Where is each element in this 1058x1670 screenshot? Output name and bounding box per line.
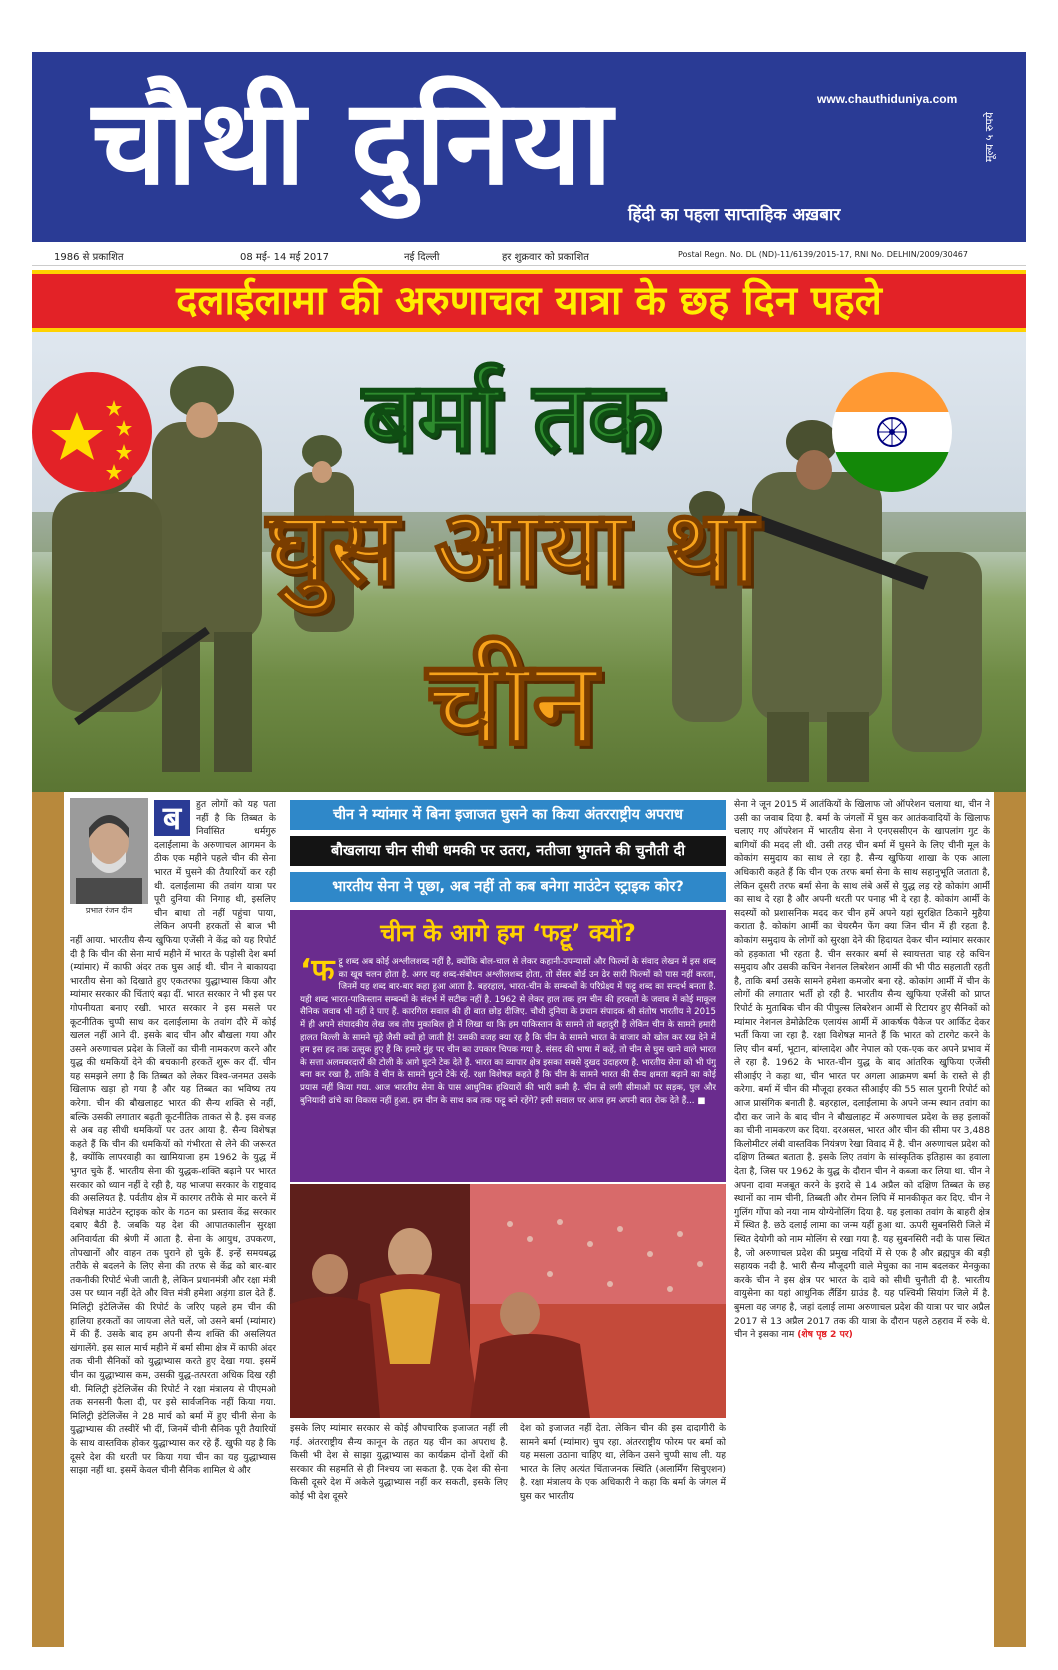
article-column-1: [70, 798, 276, 1644]
article-text-col4: सेना ने जून 2015 में आतंकियों के खिलाफ जो ऑपरेशन चलाया था, चीन ने उसी का जवाब दिया है. बर्मा के जंगलों में घुस कर आतंकवादियों के खिलाफ चलाए गए ऑपरेशन में भारतीय सेना ने एनएससीएन के खापलांग गुट के बागियों की मदद ली थी. उसी तरह चीन बर्मा में घुसने के लिए चीनी मूल के कोकांग समुदाय का साथ ले रहा है. सैन्य खुफिया शाखा के एक आला अधिकारी कहते हैं कि चीन एक तरफ बर्मा सेना के साथ सहानुभूति जताता है, लेकिन दूसरी तरफ बर्मा सेना के साथ लंबे अर्से से युद्ध लड़ रहे कोकांग आर्मी का साथ दे रहा है और अपनी धरती पर पनाह भी दे रहा है. कोकांग आर्मी के सदस्यों को प्रशासनिक मदद कर चीन हमें अपने यहां सुरक्षित ठिकाने मुहैया कराता है. कोकांग आर्मी का चेयरमैन फेंग क्या जिन चीन में ही रहता है. कोकांग समुदाय के लोगों को सुरक्षा देने की हिदायत देकर चीन म्यांमार सरकार को हड़काता भी रहता है. चीन सरकार बर्मा से स्वायत्तता चाह रहे कचिन समुदाय और उसकी कचिन नेशनल लिबरेशन आर्मी की भी पीठ सहलाती रहती है, ताकि बर्मा उसके सामने हमेशा कमजोर बना रहे. कोकांग आर्मी में चीन के लोगों की लगातार भर्ती हो रही है. भारतीय सैन्य खुफिया एजेंसी को प्राप्त रिपोर्ट के मुताबिक चीन की पीपुल्स लिबरेशन आर्मी से रिटायर हुए सैनिकों को म्यांमार नेशनल डेमोक्रेटिक एलायंस आर्मी में आकर्षक पैकेज पर आर्किट देकर भर्ती किया जा रहा है. रक्षा विशेषज्ञ मानते हैं कि भारत को टारगेट करने के लिए चीन बर्मा, भूटान, बांग्लादेश और नेपाल को एक-एक कर अपने प्रभाव में ले रहा है. 1962 के भारत-चीन युद्ध के बाद आंतरिक खुफिया एजेंसी सीआईए ने कहा था, चीन भारत पर अगला आक्रमण बर्मा के रास्ते से ही करेगा. बर्मा में चीन की मौजूदा हरकत सीआईए की 55 साल पुरानी रिपोर्ट को आज प्रासंगिक बनाती है. बहरहाल, दलाईलामा के अपने जन्म स्थान तवांग का दौरा कर जाने के बाद चीन ने बौखलाहट में अरुणाचल प्रदेश के छह इलाकों का चीनी नामकरण कर दिया. दरअसल, भारत और चीन की सीमा पर 3,488 किलोमीटर लंबी वास्तविक नियंत्रण रेखा विवाद में है. चीन अरुणाचल प्रदेश को दक्षिण तिब्बत बताता है. इसके लिए तवांग के सांस्कृतिक इतिहास का हवाला देता है, जिस पर 1962 के युद्ध के दौरान चीन ने कब्जा कर लिया था. चीन ने अपना दावा मजबूत करने के इरादे से 14 अप्रैल को दक्षिण तिब्बत के छह स्थानों का नाम चीनी, तिब्बती और रोमन लिपि में मानकीकृत कर दिए. चीन ने गुलिंग गोंपा को नया नाम योग्येनोलिंग दिया है. यह इलाका तवांग के बाहरी क्षेत्र में स्थित है. छठे दलाई लामा का जन्म यहीं हुआ था. ऊपरी सुबनसिरी जिले में स्थित देयोगी को नाम मोलिंग से रखा गया है. यह सुबनसिरी नदी के पास स्थित है, जो अरुणाचल प्रदेश की प्रमुख नदियों में से एक है और ब्रह्मपुत्र की बड़ी सहायक नदी है. भारी सैन्य मौजूदगी वाले मेचुका का नाम बदलकर मेनकुका करके चीन ने इस क्षेत्र पर भारत के दावे को सीधी चुनौती दी है. भारतीय वायुसेना का यहां आधुनिक लैंडिंग ग्राउंड है. यह पश्चिमी सियांग जिले में है. बुमला वह जगह है, जहां दलाई लामा अरुणाचल प्रदेश की यात्रा पर चार अप्रैल 2017 से 13 अप्रैल 2017 तक की यात्रा के दौरान पहले ठहराव में रुके थे. चीन ने इसका नाम: [734, 799, 990, 1341]
headline-line-3: चीन: [426, 633, 598, 771]
masthead: [32, 52, 1026, 242]
kicker-banner: दलाईलामा की अरुणाचल यात्रा के छह दिन पहले: [32, 270, 1026, 332]
sidebar-title: चीन के आगे हम ‘फट्टू’ क्यों?: [380, 919, 636, 947]
headline-line-2: घुस आया था: [266, 486, 758, 608]
since-label: 1986 से प्रकाशित: [54, 252, 124, 263]
city-label: नई दिल्ली: [404, 252, 440, 263]
price-label: मूल्य ५ रुपये: [983, 112, 996, 162]
dalai-lama-photo: [290, 1184, 726, 1418]
article-column-2: इसके लिए म्यांमार सरकार से कोई औपचारिक इजाजत नहीं ली गई. अंतरराष्ट्रीय सैन्य कानून के तहत यह चीन का अपराध है. किसी भी देश से साझा युद्धाभ्यास का कार्यक्रम दोनों देशों की सरकार की सहमति से ही निश्चय जा सकता है. एक देश की सेना किसी दूसरे देश में अकेले युद्धाभ्यास नहीं कर सकती, इसके लिए कोई भी देश दूसरे: [290, 1423, 508, 1502]
china-flag-icon: [32, 372, 152, 492]
article-frame: [32, 792, 1026, 1647]
author-caption: प्रभात रंजन दीन: [70, 904, 148, 918]
article-column-3: देश को इजाजत नहीं देता. लेकिन चीन की इस दादागीरी के सामने बर्मा (म्यांमार) चुप रहा. अंतरराष्ट्रीय फोरम पर बर्मा को यह मसला उठाना चाहिए था, लेकिन उसने चुप्पी साध ली. यह भारत के लिए अत्यंत चिंताजनक स्थिति (अलार्मिंग सिचुएशन) है. रक्षा मंत्रालय के एक अधिकारी ने कहा कि बर्मा के जंगल में घुस कर भारतीय: [520, 1423, 726, 1502]
strap-headline-3: भारतीय सेना ने पूछा, अब नहीं तो कब बनेगा माउंटेन स्ट्राइक कोर?: [290, 872, 726, 902]
author-photo: [70, 798, 148, 918]
sidebar-box: [290, 910, 726, 1182]
hero-image: [32, 332, 1026, 792]
tagline: हिंदी का पहला साप्ताहिक अख़बार: [628, 205, 841, 225]
headline-line-1: बर्मा तक: [362, 361, 662, 473]
issue-dates: 08 मई- 14 मई 2017: [240, 252, 330, 263]
india-flag-icon: [832, 372, 952, 492]
sidebar-body: [300, 956, 716, 1176]
article-body: [64, 792, 994, 1647]
article-column-4: [734, 798, 990, 1644]
article-dropcap: ब: [154, 800, 190, 836]
info-strip: [32, 247, 1026, 266]
frequency-label: हर शुक्रवार को प्रकाशित: [502, 252, 589, 263]
continued-link[interactable]: (शेष पृष्ठ 2 पर): [797, 1329, 853, 1341]
sidebar-text: ट्टू शब्द अब कोई अश्लीलशब्द नहीं है, क्योंकि बोल-चाल से लेकर कहानी-उपन्यासों और फिल्मों के संवाद लेखन में इस शब्द का खूब चलन होता है. अगर यह शब्द-संबोधन अश्लीलशब्द होता, तो सेंसर बोर्ड उन ढेर सारी फिल्मों को पास नहीं करता, जिनमें यह शब्द बार-बार कहा हुआ आता है. बहरहाल, भारत-चीन के सम्बन्धों के परिप्रेक्ष्य में फट्टू शब्द का सन्दर्भ बनता है. यही शब्द भारत-पाकिस्तान सम्बन्धों के संदर्भ में सटीक नहीं है. 1962 से लेकर हाल तक हम चीन की हरकतों के जवाब में कोई माकूल सैनिक जवाब भी नहीं दे पाए हैं. कारगिल सवाल की ही बात छोड़ दीजिए. चौथी दुनिया के प्रधान संपादक श्री संतोष भारतीय ने 2015 में ही अपने संपादकीय लेख जब तोप मुकाबिल हो में लिखा था कि हम पाकिस्तान के सामने तो बहादुरी हैं लेकिन चीन के सामने हमारी हालत बिल्ली के सामने चूहे जैसी क्यों हो जाती है! उसकी वजह क्या रह है कि चीन के सामने भारत के बाजार को खोल कर रख देने में हम इस हद तक उत्सुक हुए हैं कि हमारे मुंह पर चीन का उपकार चिपक गया है. संसद की भाषा में कहें, तो चीन से घुस खाने वाले भारत के सत्ता अलमबरदारों की टोली के आगे घुटने टेक देते हैं. भारत का व्यापार क्षेत्र इसका सबसे दुखद उदाहरण है. भारतीय सेना को भी पंगु बना कर रखा है, ताकि वे चीन के सामने घुटने टेके रहें. रक्षा विशेषज्ञ कहते हैं कि चीन के सामने भारत की सैन्य क्षमता बढ़ाने का कोई प्रयास नहीं किया गया. आज भारतीय सेना के पास आधुनिक हथियारों की भारी कमी है. चीन से लगी सीमाओं पर सड़क, पुल और बुनियादी ढांचे का विकास नहीं हुआ. हम चीन के साथ कब तक फट्टू बने रहेंगे? इसी सवाल पर आज हम अपनी बात रोक देते हैं... ■: [300, 957, 716, 1106]
strap-headline-2: बौखलाया चीन सीधी धमकी पर उतरा, नतीजा भुगतने की चुनौती दी: [290, 836, 726, 866]
website-url: www.chauthiduniya.com: [817, 92, 958, 106]
newspaper-logo: चौथी दुनिया: [92, 73, 615, 211]
strap-headline-1: चीन ने म्यांमार में बिना इजाजत घुसने का किया अंतरराष्ट्रीय अपराध: [290, 800, 726, 830]
sidebar-dropcap: ‘फ: [300, 956, 335, 988]
article-text-col1: हुत लोगों को यह पता नहीं है कि तिब्बत के निर्वासित धर्मगुरु दलाईलामा के अरुणाचल आगमन के ठीक एक महीने पहले चीन की सेना भारत में घुसने की तैयारियों कर रही थी. दलाईलामा की तवांग यात्रा पर पूरी दुनिया की निगाह थी, इसलिए चीन बाधा तो नहीं पहुंचा पाया, लेकिन अपनी हरकतों से बाज भी नहीं आया. भारतीय सैन्य खुफिया एजेंसी ने केंद्र को यह रिपोर्ट दी है कि चीन की सेना मार्च महीने में भारत के पड़ोसी देश बर्मा (म्यांमार) में काफी अंदर तक घुस आई थी. चीन ने बाकायदा भारतीय सेना को दिखाते हुए एकतरफा युद्धाभ्यास किया और म्यांमार सरकार की चिंताएं बढ़ा दीं. भारत सरकार ने भी इस पर गोपनीयता बनाए रखी. भारत सरकार ने इस मसले पर कूटनीतिक चुप्पी साध कर दलाईलामा के तवांग दौरे में कोई खलल नहीं आने दी. इसके बाद चीन और बौखला गया और उसने अरुणाचल प्रदेश के जिलों का चीनी नामकरण करने और युद्ध की धमकियों देने की बचकानी हरकतें शुरू कर दीं. चीन यह समझने लगा है कि तिब्बत को लेकर विश्व-जनमत उसके खिलाफ खड़ा हो गया है और यह तिब्बत का भविष्य तय करेगा. चीन की बौखलाहट भारत की सैन्य शक्ति से नहीं, बल्कि उसकी लगातार बढ़ती कूटनीतिक ताकत से है. इस वजह से अब वह सीधी धमकियों पर उतर आया है. सैन्य विशेषज्ञ कहते हैं कि चीन की धमकियों को गंभीरता से लेने की जरूरत है, क्योंकि लापरवाही का खामियाजा हम 1962 के युद्ध में भुगत चुके हैं. भारतीय सेना की युद्धक-शक्ति बढ़ाने पर भारत सरकार को ध्यान नहीं दे रही है, यह भाजपा सरकार के राष्ट्रवाद की असलियत है. पर्वतीय क्षेत्र में कारगर तरीके से मार करने में विशेषज्ञ माउंटेन स्ट्राइक कोर के गठन का प्रस्ताव केंद्र सरकार दबाए बैठी है. जबकि यह देश की आपातकालीन सुरक्षा अनिवार्यता की श्रेणी में आता है. सेना के आयुध, उपकरण, तोपखानों और वाहन तक पुराने हो चुके हैं. इन्हें समयबद्ध तरीके से बदलने के लिए सेना की तरफ से केंद्र को बार-बार तकनीकी रिपोर्ट भेजी जाती है, लेकिन प्रधानमंत्री और रक्षा मंत्री उस पर ध्यान नहीं देते और वित्त मंत्री हमेशा अड़ंगा डाल देते हैं. मिलिट्री इंटेलिजेंस की रिपोर्ट के जरिए पहले हम चीन की हालिया हरकतों का जायजा लेते चलें, जो उसने बर्मा (म्यांमार) में की हैं. उसके बाद हम अपनी सैन्य शक्ति की असलियत खंगालेंगे. इस साल मार्च महीने में बर्मा सीमा क्षेत्र में काफी अंदर तक चीनी सैनिकों को युद्धाभ्यास करते हुए देखा गया. इसमें चीन का युद्धाभ्यास कम, उसकी युद्ध-तत्परता अधिक दिख रही थी. मिलिट्री इंटेलिजेंस की रिपोर्ट ने रक्षा मंत्रालय से पीएमओ तक सनसनी फैला दी, पर इसे सार्वजनिक नहीं किया गया. मिलिट्री इंटेलिजेंस ने 28 मार्च को बर्मा में हुए चीनी सेना के युद्धाभ्यास की तस्वीरें भी दीं, जिनमें चीनी सैनिक पूरी तैयारियों के साथ वास्तविक होकर युद्धाभ्यास कर रहे हैं. खुफी यह है कि दूसरे देश की धरती पर किया गया चीन का यह युद्धाभ्यास साझा नहीं था. इसमें केवल चीनी सैनिक शामिल थे और: [70, 799, 276, 1477]
registration-number: Postal Regn. No. DL (ND)-11/6139/2015-17, RNI No. DELHIN/2009/30467: [678, 250, 968, 259]
newspaper-page: [32, 52, 1026, 1647]
